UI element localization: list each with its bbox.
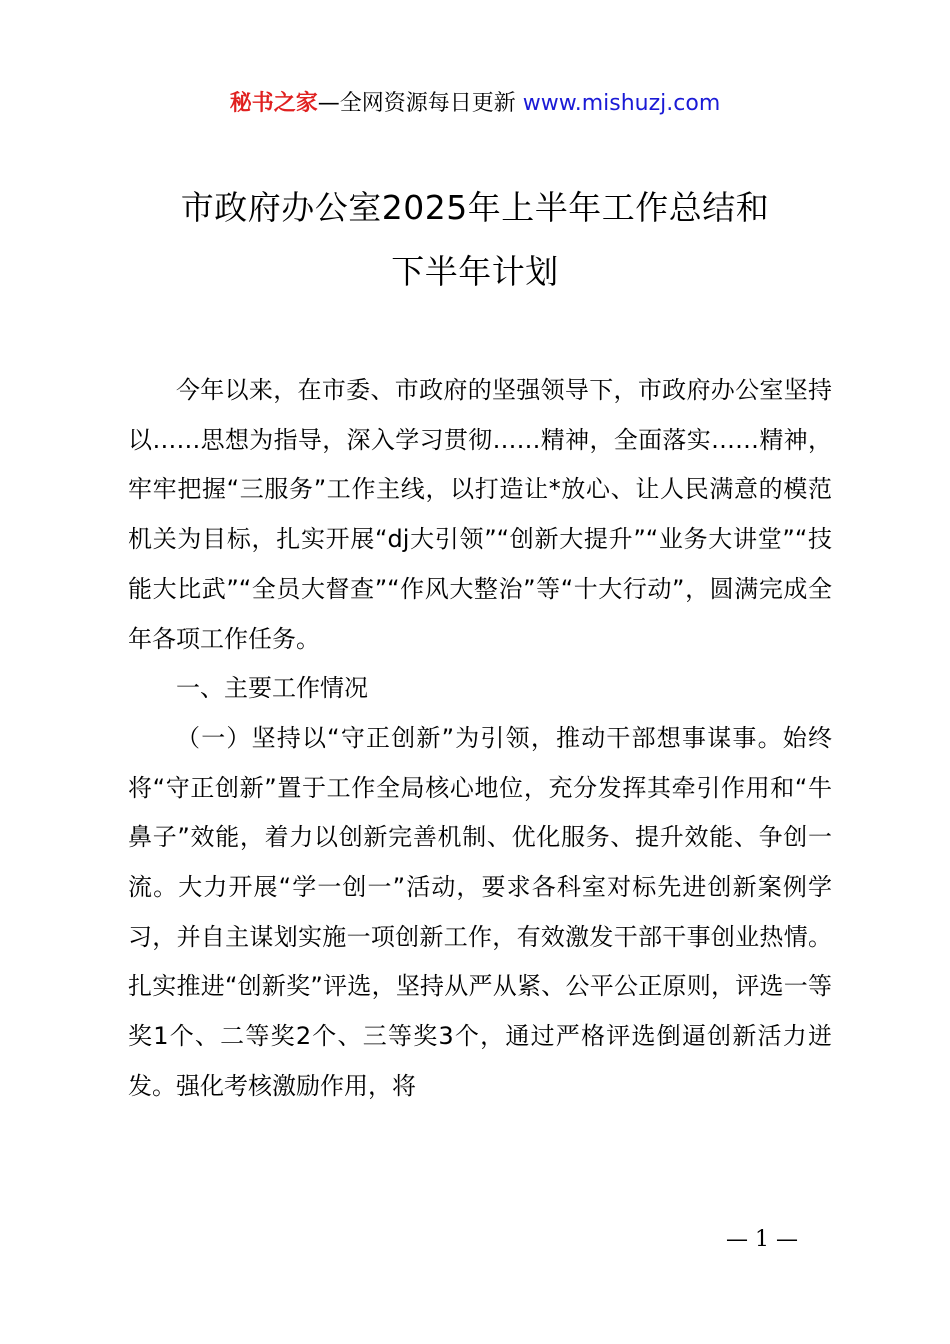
page-number: — 1 —: [726, 1227, 798, 1252]
title-line-2: 下半年计划: [391, 252, 559, 291]
section-heading: 一、主要工作情况: [176, 674, 368, 703]
site-url-link[interactable]: www.mishuzj.com: [522, 91, 721, 116]
intro-paragraph: 今年以来，在市委、市政府的坚强领导下，市政府办公室坚持以……思想为指导，深入学习贯彻……精神，全面落实……精神，牢牢把握“三服务”工作主线，以打造让*放心、让人民满意的模范机关为目标，扎实开展“dj大引领”“创新大提升”“业务大讲堂”“技能大比武”“全员大督查”“作风大整治”等“十大行动”，圆满完成全年各项工作任务。: [128, 376, 832, 653]
document-title: [0, 176, 950, 304]
site-tagline: —全网资源每日更新: [317, 91, 523, 116]
title-line-1: 市政府办公室2025年上半年工作总结和: [180, 188, 770, 227]
site-header: [0, 86, 950, 122]
document-body: [128, 366, 832, 1112]
site-name: 秘书之家: [229, 91, 318, 116]
section-paragraph: （一）坚持以“守正创新”为引领，推动干部想事谋事。始终将“守正创新”置于工作全局核心地位，充分发挥其牵引作用和“牛鼻子”效能，着力以创新完善机制、优化服务、提升效能、争创一流。大力开展“学一创一”活动，要求各科室对标先进创新案例学习，并自主谋划实施一项创新工作，有效激发干部干事创业热情。扎实推进“创新奖”评选，坚持从严从紧、公平公正原则，评选一等奖1个、二等奖2个、三等奖3个，通过严格评选倒逼创新活力迸发。强化考核激励作用，将: [128, 723, 832, 1100]
